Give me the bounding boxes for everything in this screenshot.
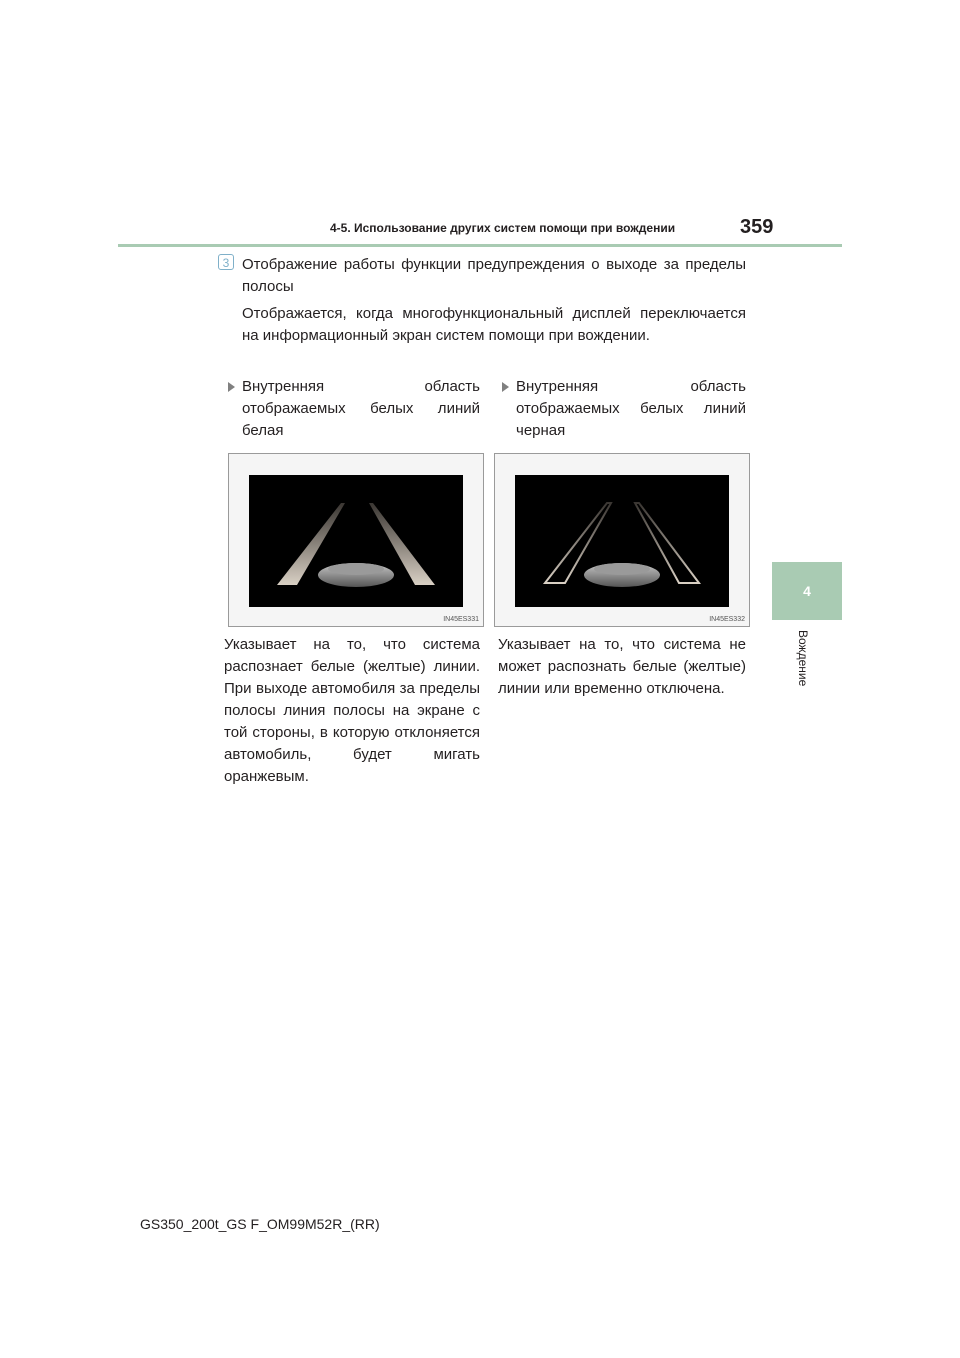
lane-display-illustration <box>515 475 729 607</box>
item-title: Отображение работы функции предупреждения о выходе за пределы полосы <box>242 256 746 295</box>
column-left-heading <box>224 376 480 442</box>
model-code: GS350_200t_GS F_OM99M52R_(RR) <box>140 1216 380 1232</box>
chapter-label: Вождение <box>796 630 810 687</box>
chapter-tab <box>772 562 842 620</box>
lane-display-illustration <box>249 475 463 607</box>
header-divider <box>118 244 842 247</box>
column-left-caption: Указывает на то, что система распознает белые (желтые) линии. При выходе автомобиля за пределы полосы линия полосы на экране с той стороны, в которую отклоняется автомобиль, будет мигать оранжевым. <box>224 636 480 785</box>
column-right-heading <box>498 376 746 442</box>
figure-black-lines <box>494 453 750 627</box>
section-title: 4-5. Использование других систем помощи при вождении <box>330 221 676 235</box>
column-right-caption: Указывает на то, что система не может распознать белые (желтые) линии или временно отключена. <box>498 636 746 697</box>
column-left-heading-text: Внутренняя область отображаемых белых линий белая <box>242 378 480 439</box>
image-code: IN45ES331 <box>443 616 479 623</box>
bullet-triangle-icon <box>502 382 509 392</box>
item-description: Отображается, когда многофункциональный дисплей переключается на информационный экран систем помощи при вождении. <box>242 305 746 344</box>
column-right-heading-text: Внутренняя область отображаемых белых линий черная <box>516 378 746 439</box>
image-code: IN45ES332 <box>709 616 745 623</box>
figure-white-lines <box>228 453 484 627</box>
bullet-triangle-icon <box>228 382 235 392</box>
display-screen <box>249 475 463 607</box>
chapter-number: 4 <box>803 583 811 599</box>
page-number: 359 <box>740 216 774 238</box>
display-screen <box>515 475 729 607</box>
item-number-badge: 3 <box>218 254 234 270</box>
